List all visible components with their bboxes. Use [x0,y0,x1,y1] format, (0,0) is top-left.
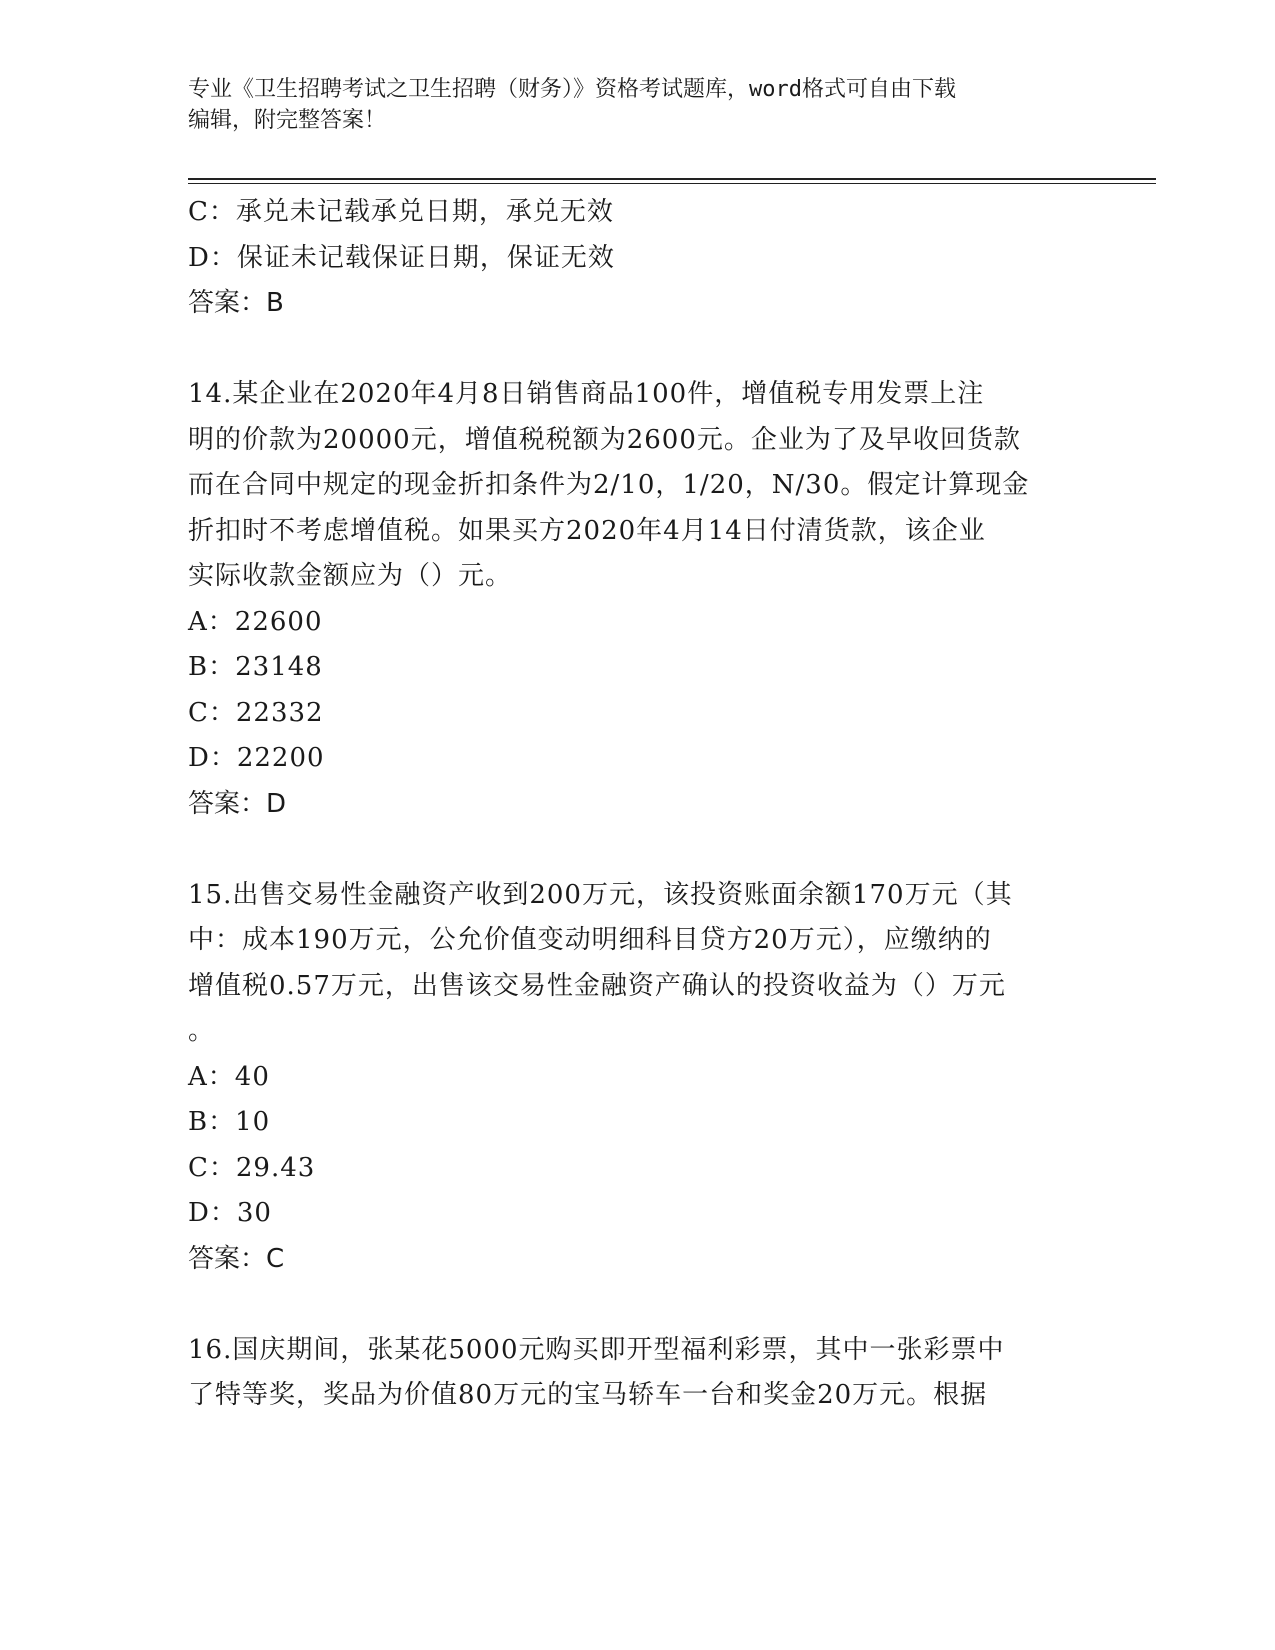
q14-stem-line-5: 实际收款金额应为（）元。 [188,561,513,591]
q14-stem-line-4: 折扣时不考虑增值税。如果买方2020年4月14日付清货款，该企业 [188,515,986,546]
q13-option-d: D：保证未记载保证日期，保证无效 [188,242,615,273]
q14-option-a: A：22600 [188,606,323,637]
q15-option-a: A：40 [188,1061,270,1092]
q14-answer: 答案：D [188,788,287,819]
q15-option-b: B：10 [188,1107,271,1137]
q13-option-c: C：承兑未记载承兑日期，承兑无效 [188,197,614,227]
header-divider-thick [188,178,1156,180]
q14-option-d: D：22200 [188,743,325,773]
q15-stem-line-1: 15.出售交易性金融资产收到200万元，该投资账面余额170万元（其 [188,879,1013,910]
q15-answer: 答案：C [188,1243,285,1274]
header-line-1: 专业《卫生招聘考试之卫生招聘（财务）》资格考试题库，word格式可自由下载 [188,77,956,102]
q14-stem-line-3: 而在合同中规定的现金折扣条件为2/10，1/20，N/30。假定计算现金 [188,470,1030,500]
header-line-2: 编辑，附完整答案！ [188,108,387,133]
spacer [188,327,1088,373]
page-header [188,74,1068,136]
q16-stem-line-2: 了特等奖，奖品为价值80万元的宝马轿车一台和奖金20万元。根据 [188,1380,988,1410]
header-divider-thin [188,183,1156,184]
q15-option-d: D：30 [188,1198,272,1228]
q13-answer: 答案：B [188,288,284,318]
q14-option-c: C：22332 [188,697,324,728]
q16-stem-line-1: 16.国庆期间，张某花5000元购买即开型福利彩票，其中一张彩票中 [188,1334,1005,1365]
spacer [188,1282,1088,1328]
q14-stem-line-2: 明的价款为20000元，增值税税额为2600元。企业为了及早收回货款 [188,424,1021,455]
q15-option-c: C：29.43 [188,1152,316,1183]
spacer [188,827,1088,873]
q14-option-b: B：23148 [188,652,323,682]
q14-stem-line-1: 14.某企业在2020年4月8日销售商品100件，增值税专用发票上注 [188,379,985,409]
q15-stem-line-2: 中：成本190万元，公允价值变动明细科目贷方20万元），应缴纳的 [188,925,992,955]
q15-stem-line-3: 增值税0.57万元，出售该交易性金融资产确认的投资收益为（）万元 [188,970,1006,1001]
q15-stem-line-4: 。 [188,1016,216,1046]
question-content [188,190,1088,1419]
